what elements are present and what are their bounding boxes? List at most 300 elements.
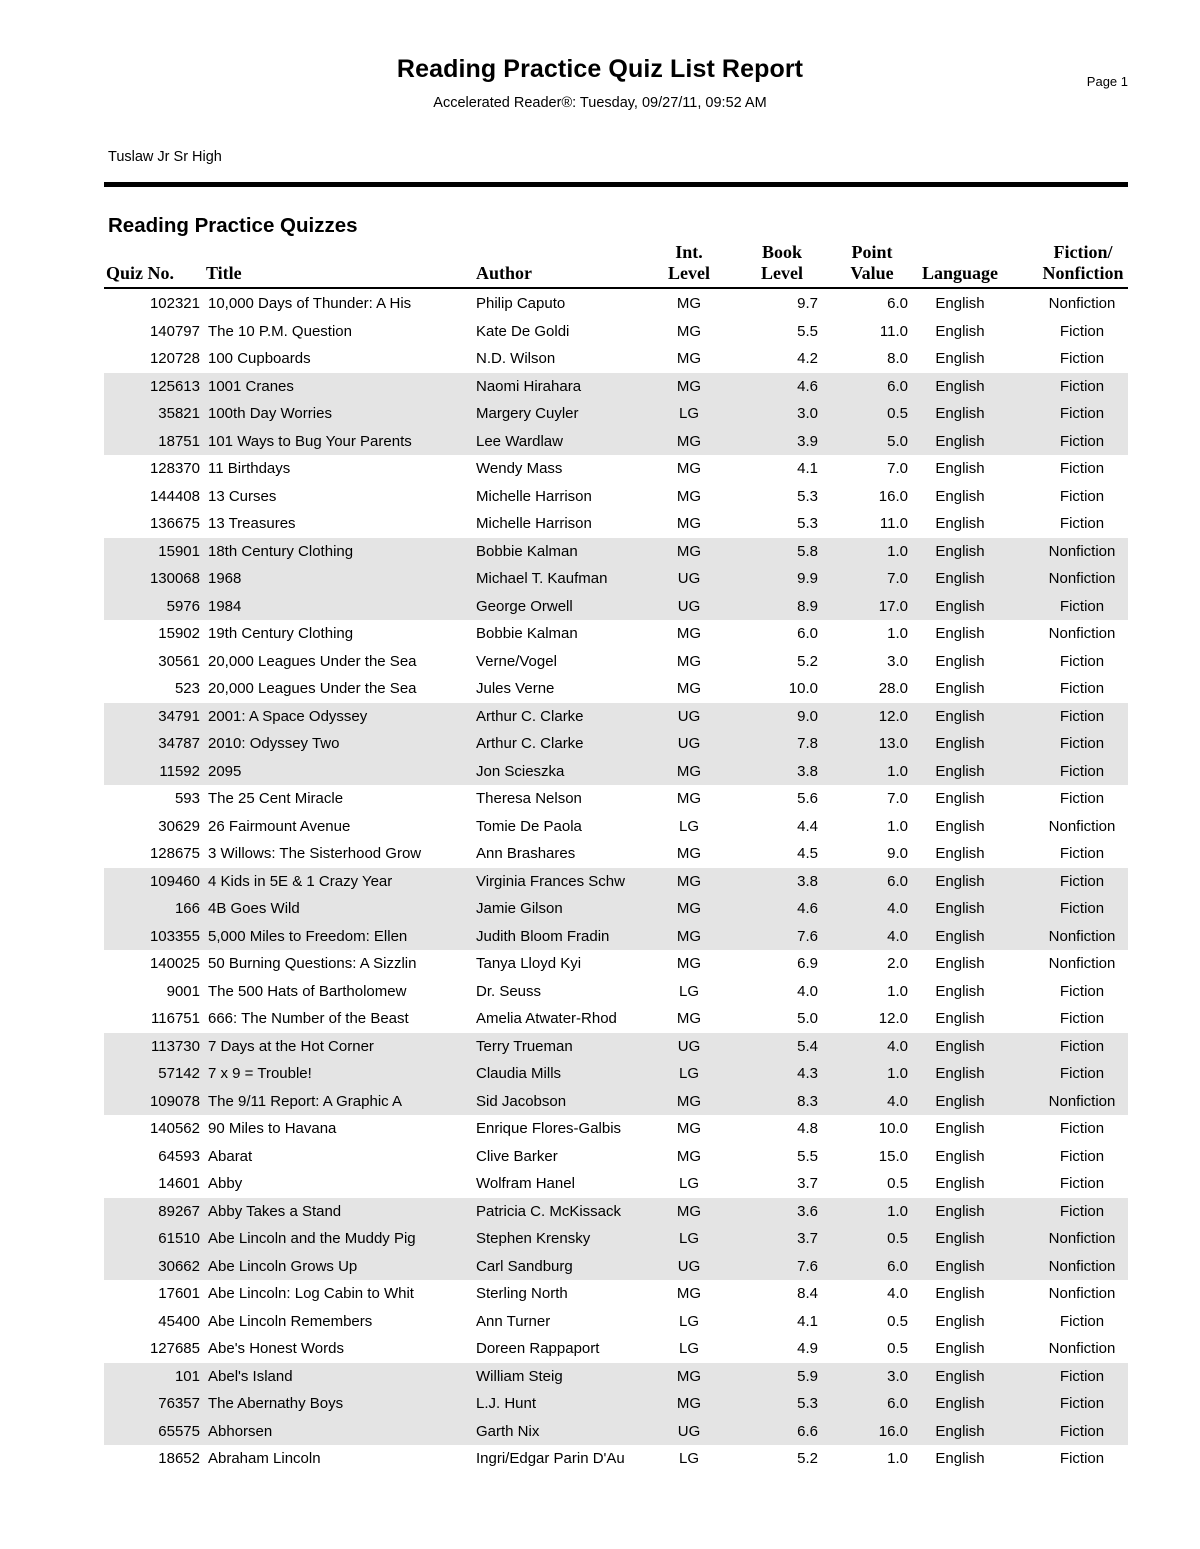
cell-quiz-no: 140797: [149, 322, 200, 340]
cell-author: Patricia C. McKissack: [476, 1202, 622, 1220]
cell-quiz-no: 17601: [158, 1285, 200, 1302]
cell-author: Ingri/Edgar Parin D'Au: [476, 1450, 625, 1467]
cell-fiction: Fiction: [1059, 1395, 1105, 1412]
cell-fiction: Fiction: [1059, 900, 1105, 917]
cell-fiction: Fiction: [1059, 1450, 1105, 1467]
cell-point-value: 3.0: [887, 652, 908, 670]
table-row: [104, 1170, 1128, 1198]
cell-language: English: [935, 542, 985, 560]
cell-language: English: [935, 1257, 985, 1275]
cell-int-level: MG: [676, 322, 702, 340]
cell-title: Abel's Island: [208, 1367, 293, 1385]
cell-fiction: Fiction: [1059, 1037, 1105, 1055]
table-row: [104, 1418, 1128, 1446]
table-row: [104, 1363, 1128, 1391]
cell-quiz-no: 65575: [158, 1422, 200, 1440]
cell-title: 666: The Number of the Beast: [208, 1010, 409, 1027]
cell-book-level: 6.9: [797, 955, 818, 972]
cell-quiz-no: 64593: [158, 1147, 200, 1165]
cell-point-value: 9.0: [887, 845, 908, 862]
cell-int-level: MG: [676, 1285, 702, 1302]
cell-int-level: MG: [676, 432, 702, 450]
cell-fiction: Fiction: [1059, 872, 1105, 890]
table-row: [104, 895, 1128, 923]
table-row: [104, 675, 1128, 703]
cell-title: 20,000 Leagues Under the Sea: [208, 652, 417, 670]
cell-author: Jamie Gilson: [476, 900, 563, 917]
cell-title: Abarat: [208, 1147, 253, 1165]
cell-book-level: 4.4: [797, 817, 818, 835]
cell-book-level: 5.3: [797, 487, 818, 505]
cell-author: Enrique Flores-Galbis: [476, 1120, 622, 1137]
cell-title: Abhorsen: [208, 1422, 273, 1440]
cell-author: Michael T. Kaufman: [476, 570, 608, 587]
cell-int-level: MG: [676, 872, 702, 890]
cell-int-level: UG: [677, 1037, 701, 1055]
cell-fiction: Fiction: [1059, 1120, 1105, 1137]
cell-author: N.D. Wilson: [476, 350, 556, 367]
table-row: [104, 593, 1128, 621]
table-body: [104, 290, 1128, 1473]
column-header-fiction-line2: Nonfiction: [1042, 263, 1124, 283]
cell-author: Ann Turner: [476, 1312, 551, 1330]
cell-language: English: [935, 570, 985, 587]
cell-author: Sterling North: [476, 1285, 568, 1302]
cell-title: Abby Takes a Stand: [208, 1202, 342, 1220]
cell-point-value: 4.0: [887, 1037, 908, 1055]
cell-language: English: [935, 735, 985, 752]
cell-point-value: 7.0: [887, 460, 908, 477]
cell-title: 2001: A Space Odyssey: [208, 707, 368, 725]
cell-author: Theresa Nelson: [476, 790, 582, 807]
cell-fiction: Nonfiction: [1048, 1285, 1116, 1302]
cell-title: 5,000 Miles to Freedom: Ellen: [208, 927, 408, 945]
cell-int-level: MG: [676, 460, 702, 477]
cell-fiction: Fiction: [1059, 1312, 1105, 1330]
cell-book-level: 9.9: [797, 570, 818, 587]
cell-title: 10,000 Days of Thunder: A His: [208, 295, 412, 312]
column-header-int-level: [649, 242, 729, 284]
cell-point-value: 4.0: [887, 927, 908, 945]
cell-int-level: LG: [678, 1312, 699, 1330]
cell-point-value: 11.0: [879, 322, 908, 340]
cell-book-level: 4.9: [797, 1340, 818, 1357]
cell-language: English: [935, 597, 985, 615]
cell-title: The 10 P.M. Question: [208, 322, 352, 340]
cell-book-level: 6.0: [797, 625, 818, 642]
cell-fiction: Nonfiction: [1048, 625, 1116, 642]
cell-book-level: 5.5: [797, 1147, 818, 1165]
table-row: [104, 1005, 1128, 1033]
table-row: [104, 1390, 1128, 1418]
cell-quiz-no: 57142: [158, 1065, 200, 1082]
cell-author: Tomie De Paola: [476, 817, 582, 835]
cell-fiction: Nonfiction: [1048, 817, 1116, 835]
cell-book-level: 6.6: [797, 1422, 818, 1440]
table-row: [104, 1280, 1128, 1308]
cell-point-value: 1.0: [887, 762, 908, 780]
cell-point-value: 7.0: [887, 790, 908, 807]
cell-fiction: Nonfiction: [1048, 570, 1116, 587]
header-divider: [104, 182, 1128, 187]
cell-point-value: 12.0: [878, 707, 908, 725]
cell-quiz-no: 9001: [166, 982, 200, 1000]
column-header-book-level-line2: Level: [761, 263, 803, 283]
cell-author: Terry Trueman: [476, 1037, 573, 1055]
cell-point-value: 7.0: [887, 570, 908, 587]
report-header: [0, 54, 1200, 112]
cell-point-value: 1.0: [887, 625, 908, 642]
cell-author: Kate De Goldi: [476, 322, 570, 340]
cell-int-level: MG: [676, 927, 702, 945]
cell-fiction: Fiction: [1059, 735, 1105, 752]
column-header-point-value-line1: Point: [851, 242, 893, 262]
cell-language: English: [935, 515, 985, 532]
table-row: [104, 290, 1128, 318]
cell-author: Carl Sandburg: [476, 1257, 573, 1275]
cell-language: English: [935, 955, 985, 972]
column-header-language: Language: [921, 263, 999, 283]
cell-title: 19th Century Clothing: [208, 625, 354, 642]
table-row: [104, 813, 1128, 841]
cell-quiz-no: 45400: [158, 1312, 200, 1330]
cell-int-level: MG: [676, 1147, 702, 1165]
cell-book-level: 8.4: [797, 1285, 818, 1302]
cell-quiz-no: 136675: [149, 515, 200, 532]
cell-book-level: 7.8: [797, 735, 818, 752]
cell-author: Arthur C. Clarke: [476, 735, 584, 752]
cell-quiz-no: 127685: [149, 1340, 200, 1357]
cell-int-level: LG: [678, 1340, 699, 1357]
cell-title: 26 Fairmount Avenue: [208, 817, 351, 835]
cell-book-level: 5.2: [797, 1450, 818, 1467]
section-title: Reading Practice Quizzes: [108, 214, 358, 237]
table-row: [104, 1033, 1128, 1061]
cell-fiction: Nonfiction: [1048, 1257, 1116, 1275]
column-header-author: Author: [476, 263, 533, 283]
cell-point-value: 0.5: [887, 1340, 908, 1357]
cell-fiction: Fiction: [1059, 350, 1105, 367]
cell-title: The 25 Cent Miracle: [208, 790, 344, 807]
column-header-book-level-line1: Book: [761, 242, 803, 262]
cell-int-level: MG: [676, 845, 702, 862]
cell-author: Doreen Rappaport: [476, 1340, 600, 1357]
cell-point-value: 6.0: [887, 295, 908, 312]
cell-quiz-no: 35821: [158, 405, 200, 422]
cell-point-value: 12.0: [878, 1010, 908, 1027]
cell-author: Philip Caputo: [476, 295, 566, 312]
cell-title: Abby: [208, 1175, 243, 1192]
school-name: Tuslaw Jr Sr High: [108, 149, 222, 165]
table-row: [104, 1115, 1128, 1143]
cell-fiction: Fiction: [1059, 845, 1105, 862]
cell-fiction: Fiction: [1059, 1202, 1105, 1220]
cell-fiction: Nonfiction: [1048, 927, 1116, 945]
cell-quiz-no: 109078: [149, 1092, 200, 1110]
cell-author: Verne/Vogel: [476, 652, 557, 670]
cell-quiz-no: 116751: [151, 1010, 200, 1027]
cell-author: Wendy Mass: [476, 460, 563, 477]
cell-language: English: [935, 1230, 985, 1247]
cell-title: Abe Lincoln Grows Up: [208, 1257, 358, 1275]
cell-fiction: Nonfiction: [1048, 955, 1116, 972]
cell-author: Virginia Frances Schw: [476, 872, 625, 890]
cell-point-value: 4.0: [887, 900, 908, 917]
cell-point-value: 28.0: [878, 680, 908, 697]
cell-point-value: 17.0: [878, 597, 908, 615]
cell-book-level: 3.6: [797, 1202, 818, 1220]
cell-author: Michelle Harrison: [476, 487, 592, 505]
cell-int-level: MG: [676, 790, 702, 807]
cell-title: 20,000 Leagues Under the Sea: [208, 680, 417, 697]
cell-quiz-no: 109460: [149, 872, 200, 890]
cell-title: Abraham Lincoln: [208, 1450, 321, 1467]
cell-book-level: 3.8: [797, 872, 818, 890]
cell-language: English: [935, 707, 985, 725]
report-subtitle: Accelerated Reader®: Tuesday, 09/27/11, 09:52 AM: [433, 95, 767, 111]
cell-author: Arthur C. Clarke: [476, 707, 584, 725]
page-title: Reading Practice Quiz List Report: [396, 55, 804, 83]
cell-int-level: UG: [677, 707, 701, 725]
table-row: [104, 455, 1128, 483]
cell-quiz-no: 76357: [158, 1395, 200, 1412]
column-header-fiction-line1: Fiction/: [1053, 242, 1113, 262]
cell-quiz-no: 34791: [158, 707, 200, 725]
cell-title: Abe Lincoln Remembers: [208, 1312, 373, 1330]
cell-fiction: Fiction: [1059, 1422, 1105, 1440]
cell-int-level: MG: [676, 1202, 702, 1220]
cell-title: 13 Curses: [208, 487, 277, 505]
cell-quiz-no: 30629: [158, 817, 200, 835]
cell-point-value: 6.0: [887, 872, 908, 890]
cell-fiction: Fiction: [1059, 405, 1105, 422]
cell-quiz-no: 102321: [149, 295, 200, 312]
cell-quiz-no: 15902: [158, 625, 200, 642]
table-row: [104, 1143, 1128, 1171]
table-header-row: [104, 236, 1128, 286]
cell-quiz-no: 89267: [158, 1202, 200, 1220]
cell-book-level: 4.8: [797, 1120, 818, 1137]
cell-title: 4B Goes Wild: [208, 900, 300, 917]
cell-author: Naomi Hirahara: [476, 377, 582, 395]
cell-author: Stephen Krensky: [476, 1230, 591, 1247]
column-header-point-value-line2: Value: [850, 263, 894, 283]
cell-fiction: Fiction: [1059, 515, 1105, 532]
cell-int-level: LG: [678, 1175, 699, 1192]
cell-point-value: 0.5: [887, 1230, 908, 1247]
page-number: Page 1: [1086, 74, 1128, 89]
table-row: [104, 730, 1128, 758]
cell-int-level: MG: [676, 515, 702, 532]
cell-book-level: 5.6: [797, 790, 818, 807]
table-row: [104, 758, 1128, 786]
cell-fiction: Fiction: [1059, 1175, 1105, 1192]
table-row: [104, 703, 1128, 731]
column-header-int-level-line2: Level: [668, 263, 710, 283]
table-row: [104, 1308, 1128, 1336]
cell-author: Lee Wardlaw: [476, 432, 563, 450]
cell-quiz-no: 523: [174, 680, 200, 697]
cell-book-level: 3.0: [797, 405, 818, 422]
cell-book-level: 4.5: [797, 845, 818, 862]
cell-quiz-no: 61510: [158, 1230, 200, 1247]
cell-book-level: 5.3: [797, 515, 818, 532]
cell-language: English: [935, 1175, 985, 1192]
cell-fiction: Fiction: [1059, 377, 1105, 395]
cell-book-level: 4.1: [797, 460, 818, 477]
cell-int-level: LG: [678, 1450, 699, 1467]
cell-point-value: 4.0: [887, 1092, 908, 1110]
cell-title: 3 Willows: The Sisterhood Grow: [208, 845, 422, 862]
cell-book-level: 3.7: [797, 1175, 818, 1192]
table-row: [104, 318, 1128, 346]
cell-author: George Orwell: [476, 597, 573, 615]
cell-fiction: Fiction: [1059, 652, 1105, 670]
column-header-quiz-no: Quiz No.: [106, 263, 175, 283]
cell-quiz-no: 14601: [158, 1175, 200, 1192]
cell-language: English: [935, 680, 985, 697]
cell-quiz-no: 34787: [158, 735, 200, 752]
cell-language: English: [935, 790, 985, 807]
cell-book-level: 4.0: [797, 982, 818, 1000]
cell-title: 4 Kids in 5E & 1 Crazy Year: [208, 872, 393, 890]
cell-int-level: MG: [676, 487, 702, 505]
cell-int-level: UG: [677, 1422, 701, 1440]
cell-language: English: [935, 460, 985, 477]
cell-language: English: [935, 1147, 985, 1165]
cell-quiz-no: 103355: [149, 927, 200, 945]
cell-quiz-no: 15901: [158, 542, 200, 560]
cell-language: English: [935, 1340, 985, 1357]
cell-int-level: MG: [676, 377, 702, 395]
cell-book-level: 9.0: [797, 707, 818, 725]
cell-language: English: [935, 1367, 985, 1385]
cell-author: Jules Verne: [476, 680, 555, 697]
cell-quiz-no: 113730: [151, 1037, 200, 1055]
cell-book-level: 7.6: [797, 927, 818, 945]
cell-fiction: Nonfiction: [1048, 542, 1116, 560]
table-row: [104, 868, 1128, 896]
cell-language: English: [935, 295, 985, 312]
cell-int-level: MG: [676, 1395, 702, 1412]
cell-quiz-no: 125613: [149, 377, 200, 395]
cell-fiction: Fiction: [1059, 487, 1105, 505]
cell-fiction: Fiction: [1059, 1010, 1105, 1027]
cell-point-value: 13.0: [878, 735, 908, 752]
column-header-int-level-line1: Int.: [675, 242, 703, 262]
cell-title: Abe Lincoln and the Muddy Pig: [208, 1230, 416, 1247]
table-row: [104, 373, 1128, 401]
cell-book-level: 3.7: [797, 1230, 818, 1247]
cell-author: Sid Jacobson: [476, 1092, 567, 1110]
cell-author: Michelle Harrison: [476, 515, 592, 532]
cell-language: English: [935, 1120, 985, 1137]
cell-author: Margery Cuyler: [476, 405, 579, 422]
cell-title: 2010: Odyssey Two: [208, 735, 340, 752]
cell-int-level: MG: [676, 350, 702, 367]
cell-int-level: UG: [677, 597, 701, 615]
cell-title: 18th Century Clothing: [208, 542, 354, 560]
table-row: [104, 950, 1128, 978]
cell-int-level: MG: [676, 1092, 702, 1110]
cell-language: English: [935, 1092, 985, 1110]
cell-int-level: MG: [676, 542, 702, 560]
table-row: [104, 1060, 1128, 1088]
cell-language: English: [935, 1285, 985, 1302]
cell-book-level: 5.4: [797, 1037, 818, 1055]
cell-point-value: 2.0: [887, 955, 908, 972]
cell-quiz-no: 11592: [159, 762, 200, 780]
cell-title: 100th Day Worries: [208, 405, 332, 422]
cell-author: Wolfram Hanel: [476, 1175, 575, 1192]
cell-book-level: 8.9: [797, 597, 818, 615]
cell-quiz-no: 18751: [158, 432, 200, 450]
table-row: [104, 1225, 1128, 1253]
cell-language: English: [935, 377, 985, 395]
table-row: [104, 565, 1128, 593]
cell-book-level: 5.5: [797, 322, 818, 340]
table-row: [104, 1088, 1128, 1116]
column-header-book-level: [741, 242, 823, 284]
cell-fiction: Fiction: [1059, 322, 1105, 340]
cell-book-level: 7.6: [797, 1257, 818, 1275]
table-header-divider: [104, 287, 1128, 289]
cell-quiz-no: 128675: [149, 845, 200, 862]
cell-title: 2095: [208, 762, 242, 780]
cell-fiction: Fiction: [1059, 707, 1105, 725]
cell-point-value: 16.0: [878, 1422, 908, 1440]
cell-language: English: [935, 1010, 985, 1027]
cell-point-value: 16.0: [878, 487, 908, 505]
cell-language: English: [935, 762, 985, 780]
table-row: [104, 1198, 1128, 1226]
cell-book-level: 9.7: [797, 295, 818, 312]
cell-int-level: LG: [678, 982, 699, 1000]
cell-fiction: Fiction: [1059, 762, 1105, 780]
table-row: [104, 978, 1128, 1006]
cell-fiction: Fiction: [1059, 1147, 1105, 1165]
table-row: [104, 428, 1128, 456]
cell-book-level: 3.8: [797, 762, 818, 780]
cell-fiction: Fiction: [1059, 982, 1105, 1000]
cell-fiction: Fiction: [1059, 597, 1105, 615]
cell-book-level: 5.0: [797, 1010, 818, 1027]
cell-quiz-no: 30561: [158, 652, 200, 670]
cell-int-level: MG: [676, 652, 702, 670]
cell-book-level: 5.8: [797, 542, 818, 560]
cell-fiction: Fiction: [1059, 680, 1105, 697]
quiz-table: [104, 236, 1128, 1467]
table-row: [104, 620, 1128, 648]
cell-language: English: [935, 1202, 985, 1220]
cell-int-level: LG: [678, 1230, 699, 1247]
table-row: [104, 483, 1128, 511]
table-row: [104, 1253, 1128, 1281]
cell-point-value: 1.0: [887, 1450, 908, 1467]
table-row: [104, 840, 1128, 868]
cell-int-level: MG: [676, 1367, 702, 1385]
cell-point-value: 8.0: [887, 350, 908, 367]
cell-author: Judith Bloom Fradin: [476, 927, 610, 945]
cell-author: Bobbie Kalman: [476, 542, 578, 560]
cell-language: English: [935, 652, 985, 670]
table-row: [104, 510, 1128, 538]
cell-quiz-no: 593: [174, 790, 200, 807]
cell-point-value: 0.5: [887, 1312, 908, 1330]
cell-language: English: [935, 900, 985, 917]
cell-quiz-no: 101: [174, 1367, 200, 1385]
cell-quiz-no: 130068: [149, 570, 200, 587]
